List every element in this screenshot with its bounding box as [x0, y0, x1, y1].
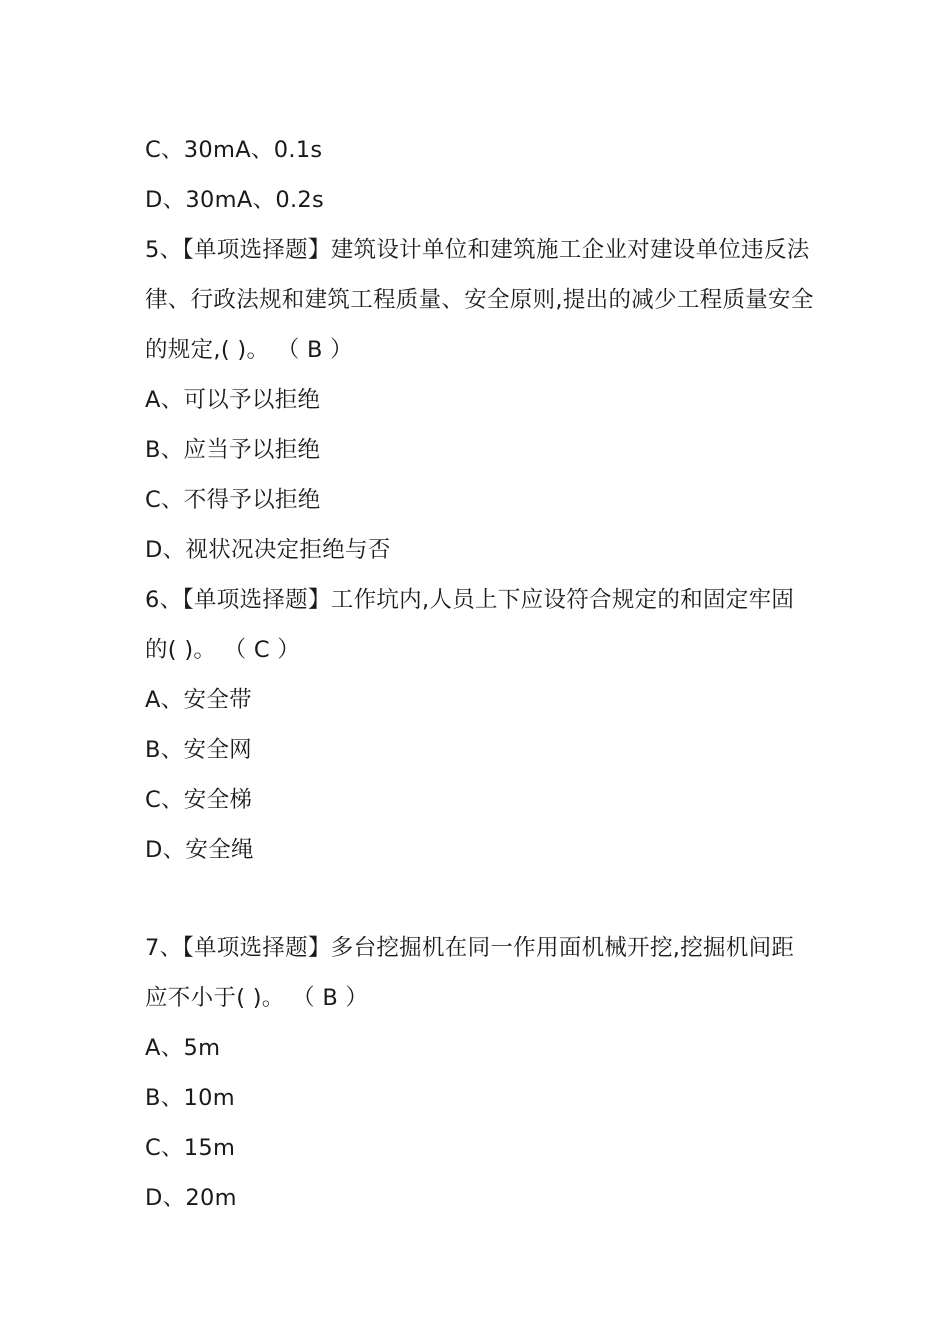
option-line: D、视状况决定拒绝与否	[145, 537, 391, 563]
option-line: D、安全绳	[145, 837, 254, 863]
option-line: A、可以予以拒绝	[145, 387, 321, 413]
option-line: B、应当予以拒绝	[145, 437, 321, 463]
option-line: C、30mA、0.1s	[145, 137, 323, 163]
question-stem-line: 应不小于( )。 （ B ）	[145, 985, 369, 1011]
question-stem-line: 律、行政法规和建筑工程质量、安全原则,提出的减少工程质量安全	[145, 287, 814, 313]
option-line: A、5m	[145, 1035, 221, 1061]
option-line: D、30mA、0.2s	[145, 187, 325, 213]
question-stem-line: 的( )。 （ C ）	[145, 637, 301, 663]
option-line: A、安全带	[145, 687, 252, 713]
option-line: D、20m	[145, 1185, 237, 1211]
option-line: C、安全梯	[145, 787, 253, 813]
option-line: C、15m	[145, 1135, 236, 1161]
question-stem-line: 的规定,( )。 （ B ）	[145, 337, 353, 363]
question-stem-line: 5、【单项选择题】建筑设计单位和建筑施工企业对建设单位违反法	[145, 237, 810, 263]
question-stem-line: 7、【单项选择题】多台挖掘机在同一作用面机械开挖,挖掘机间距	[145, 935, 795, 961]
option-line: C、不得予以拒绝	[145, 487, 321, 513]
option-line: B、10m	[145, 1085, 235, 1111]
question-stem-line: 6、【单项选择题】工作坑内,人员上下应设符合规定的和固定牢固	[145, 587, 795, 613]
option-line: B、安全网	[145, 737, 252, 763]
